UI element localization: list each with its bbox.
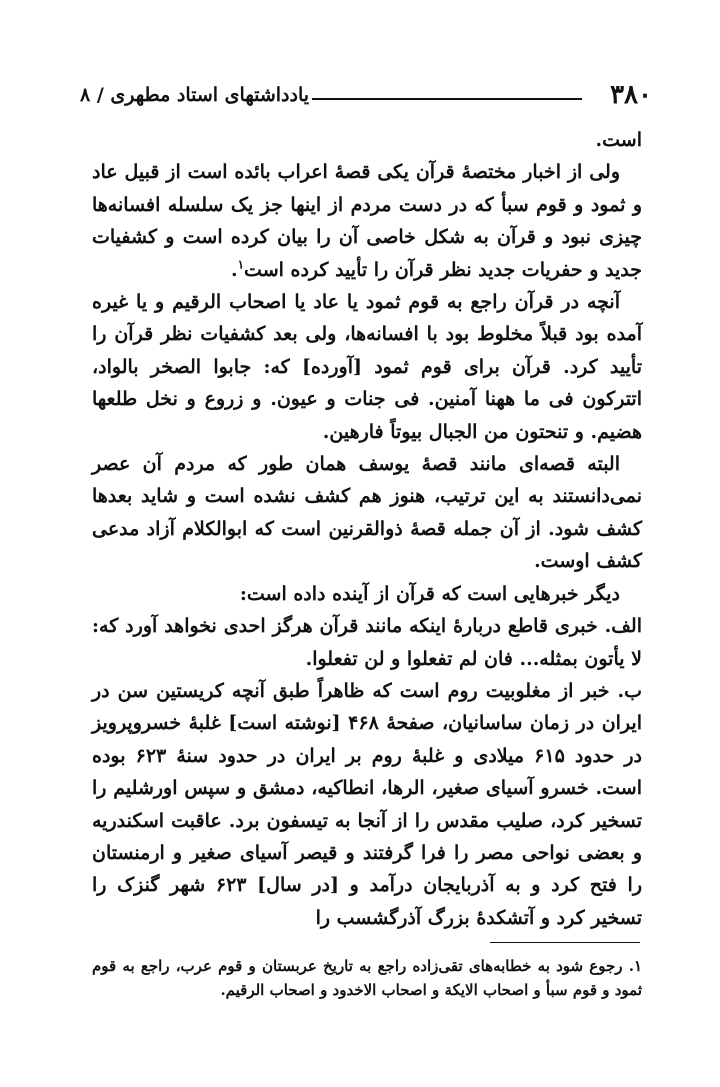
paragraph	[92, 156, 642, 286]
running-header	[80, 78, 652, 112]
page-number: ۳۸۰	[610, 80, 652, 110]
footnote-text: ۱. رجوع شود به خطابه‌های تقی‌زاده راجع به تاریخ عربستان و قوم عرب، راجع به قوم ثمود و قوم سبأ و اصحاب الایکة و اصحاب الاخدود و اصحاب الرقیم.	[92, 957, 642, 999]
paragraph: آنچه در قرآن راجع به قوم ثمود یا عاد یا اصحاب الرقیم و یا غیره آمده بود قبلاً مخلوط بود با افسانه‌ها، ولی بعد کشفیات نظر قرآن را تأیید کرد. قرآن برای قوم ثمود [آورده] که: جابوا الصخر بالواد، اتترکون فی ما ههنا آمنین. فی جنات و عیون. و زروع و نخل طلعها هضیم. و تنحتون من الجبال بیوتاً فارهین.	[92, 291, 642, 443]
footnote	[92, 954, 642, 1002]
running-title: یادداشتهای استاد مطهری / ۸	[80, 84, 310, 106]
paragraph: البته قصه‌ای مانند قصهٔ یوسف همان طور که مردم آن عصر نمی‌دانستند به این ترتیب، هنوز هم کشف نشده است و شاید بعدها کشف شود. از آن جمله قصهٔ ذوالقرنین است که ابوالکلام آزاد مدعی کشف اوست.	[92, 453, 642, 573]
paragraph: است.	[595, 129, 642, 151]
paragraph-text: ولی از اخبار مختصهٔ قرآن یکی قصهٔ اعراب بائده است از قبیل عاد و ثمود و قوم سبأ که در دست مردم از اینها جز یک سلسله افسانه‌ها چیزی نبود و قرآن به شکل خاصی آن را بیان کرده است و کشفیات جدید و حفریات جدید نظر قرآن را تأیید کرده است	[92, 161, 642, 281]
paragraph: ب. خبر از مغلوبیت روم است که ظاهراً طبق آنچه کریستین سن در ایران در زمان ساسانیان، صفحهٔ ۴۶۸ [نوشته است] غلبهٔ خسروپرویز در حدود ۶۱۵ میلادی و غلبهٔ روم بر ایران در حدود سنهٔ ۶۲۳ بوده است. خسرو آسیای صغیر، الرها، انطاکیه، دمشق و سپس اورشلیم را تسخیر کرد، صلیب مقدس را از آنجا به تیسفون برد. عاقبت اسکندریه و بعضی نواحی مصر را فرا گرفتند و قیصر آسیای صغیر و ارمنستان را فتح کرد و به آذربایجان درآمد و [در سال] ۶۲۳ شهر گنزک را تسخیر کرد و آتشکدهٔ بزرگ آذرگشسب را	[92, 679, 642, 929]
paragraph-end: .	[230, 258, 238, 281]
paragraph: دیگر خبرهایی است که قرآن از آینده داده است:	[239, 582, 620, 605]
paragraph: الف. خبری قاطع دربارهٔ اینکه مانند قرآن هرگز احدی نخواهد آورد که: لا یأتون بمثله... فان لم تفعلوا و لن تفعلوا.	[92, 615, 642, 670]
footnote-reference: ۱	[237, 257, 245, 272]
footnote-rule	[490, 942, 640, 943]
main-text	[92, 124, 642, 934]
header-rule	[312, 98, 582, 100]
